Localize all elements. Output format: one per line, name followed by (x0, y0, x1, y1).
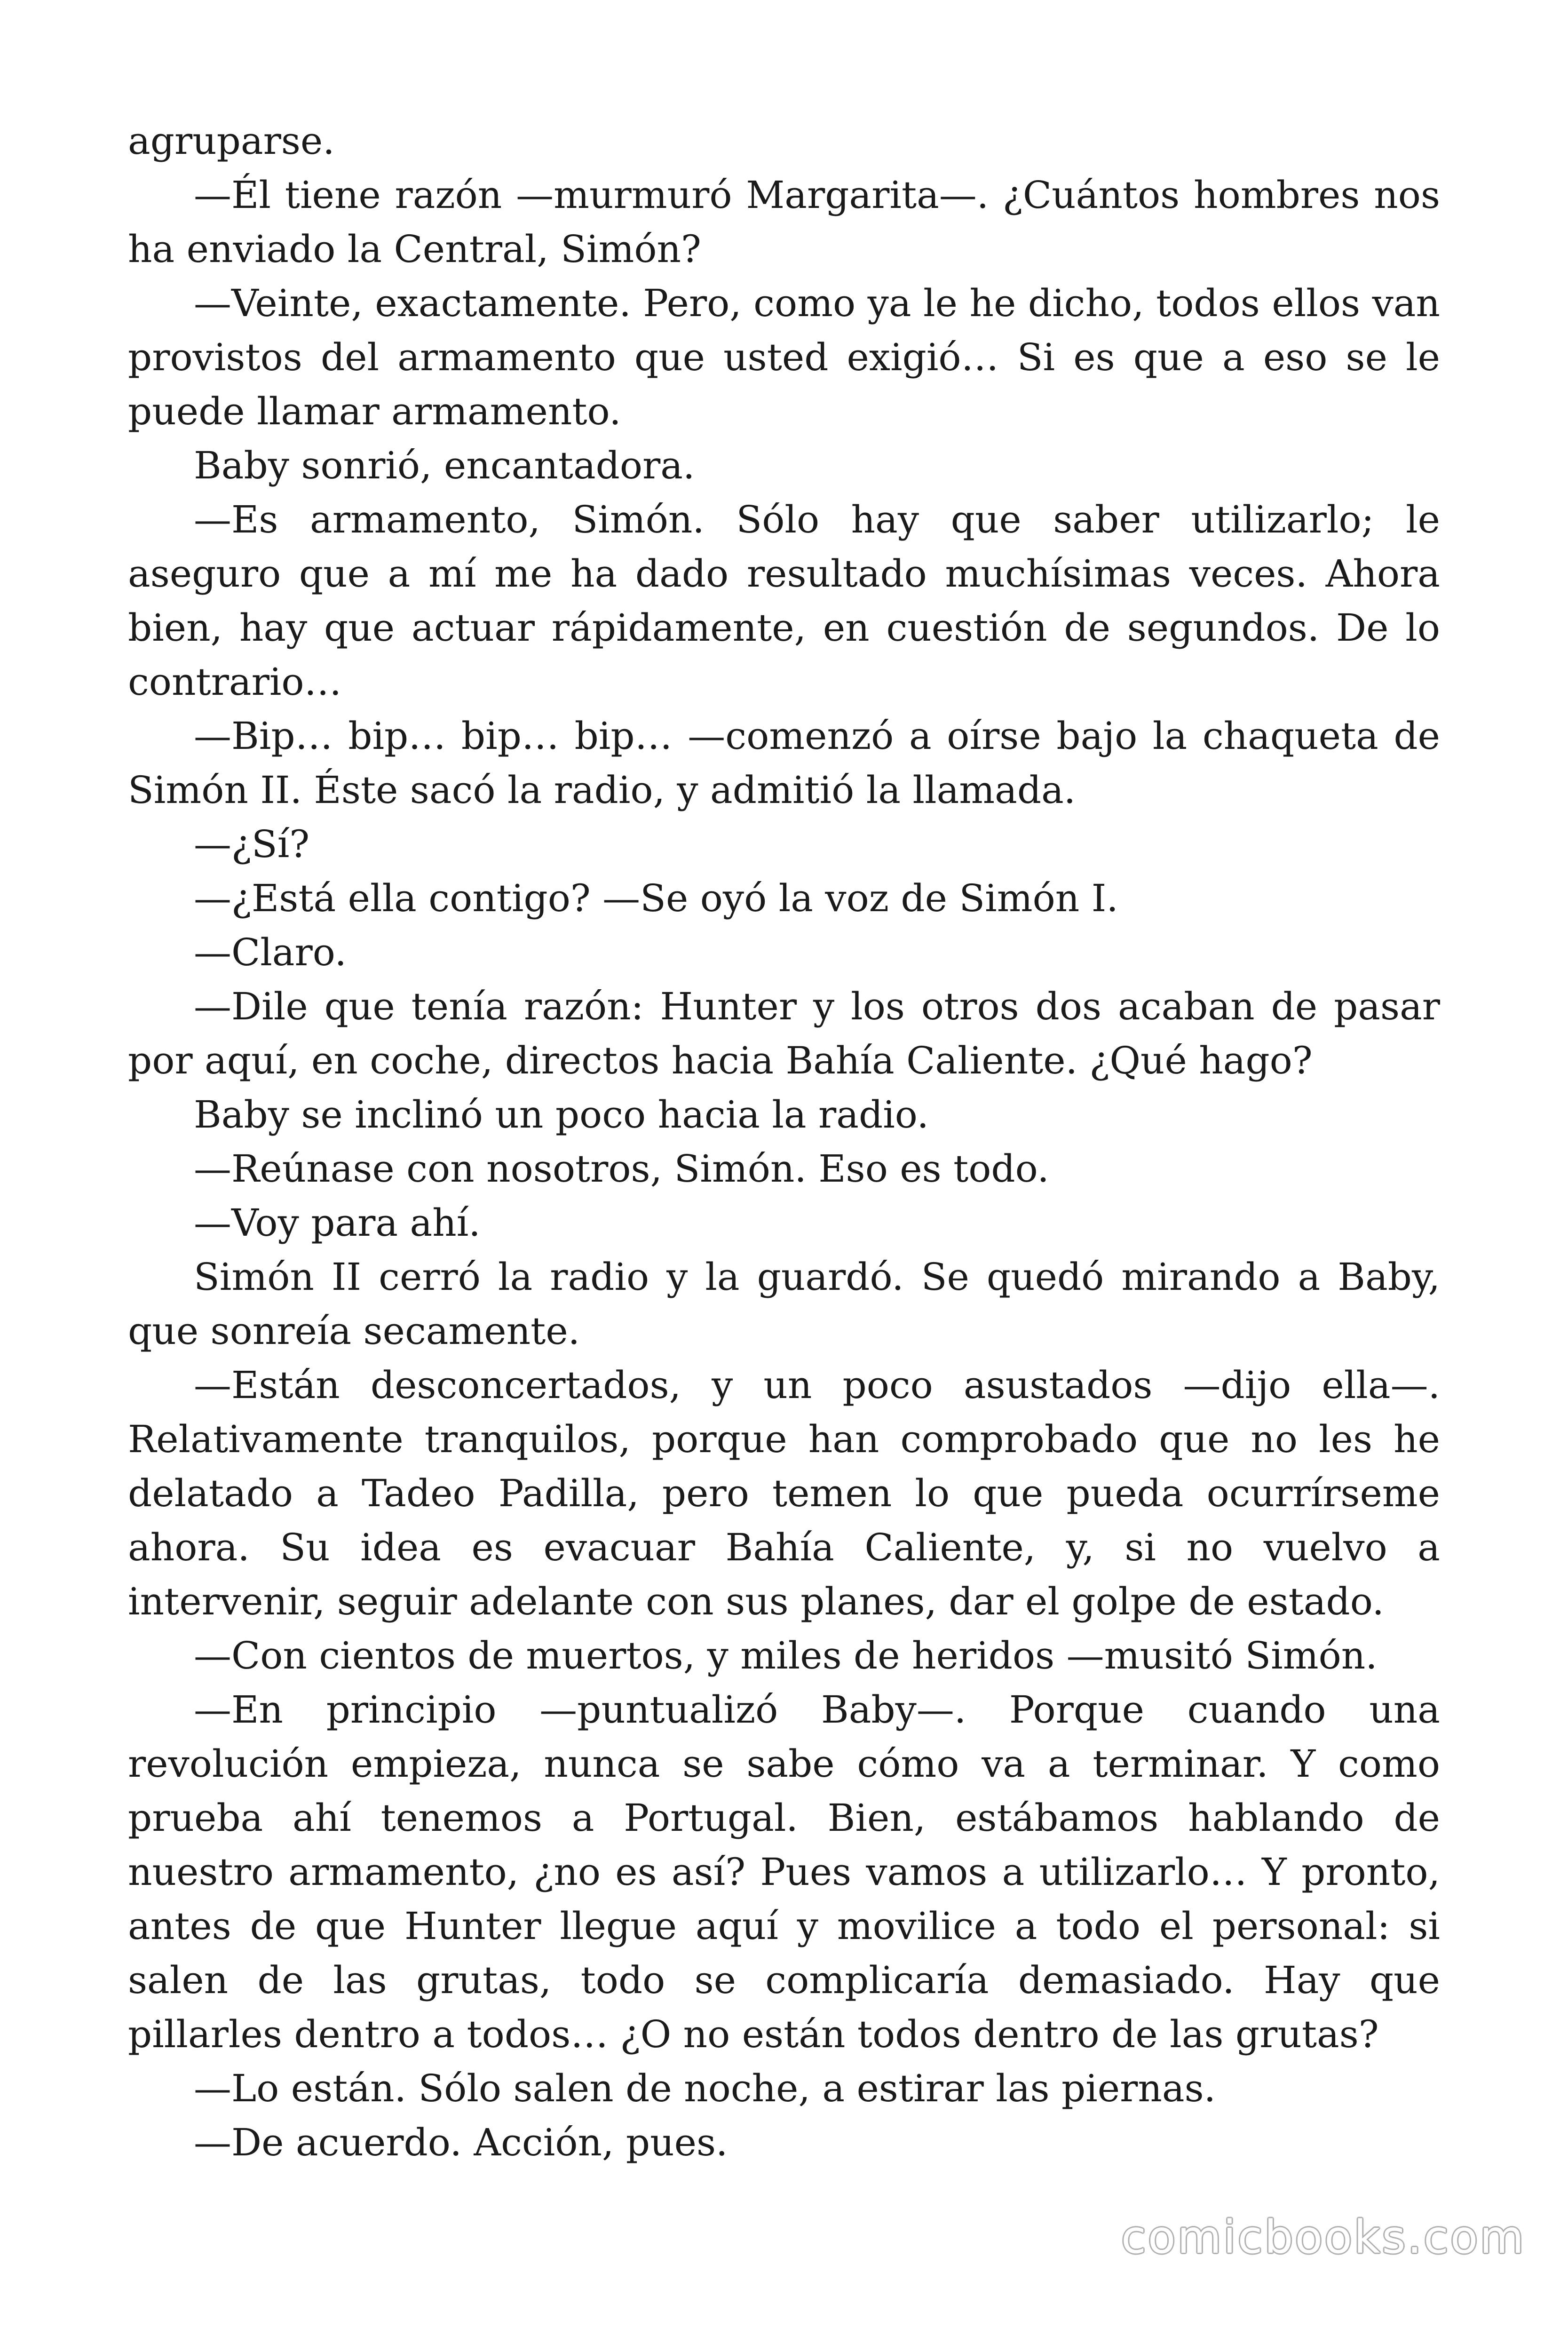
paragraph-13: —Voy para ahí. (194, 1201, 481, 1245)
paragraph-1: agruparse. (128, 119, 335, 163)
paragraph-10: —Dile que tenía razón: Hunter y los otros dos acaban de pasar por aquí, en coche, directos hacia Bahía Caliente. ¿Qué hago? (128, 985, 1440, 1082)
page-body (128, 114, 1440, 2169)
paragraph-11: Baby se inclinó un poco hacia la radio. (194, 1093, 929, 1136)
paragraph-7: —¿Sí? (194, 822, 310, 866)
paragraph-18: —Lo están. Sólo salen de noche, a estirar las piernas. (194, 2066, 1216, 2110)
watermark: comicbooks.com (1121, 2211, 1526, 2264)
paragraph-17: —En principio —puntualizó Baby—. Porque cuando una revolución empieza, nunca se sabe cómo va a terminar. Y como prueba ahí tenemos a Portugal. Bien, estábamos hablando de nuestro armamento, ¿no es así? Pues vamos a utilizarlo… Y pronto, antes de que Hunter llegue aquí y movilice a todo el personal: si salen de las grutas, todo se complicaría demasiado. Hay que pillarles dentro a todos… ¿O no están todos dentro de las grutas? (128, 1688, 1440, 2056)
paragraph-19: —De acuerdo. Acción, pues. (194, 2121, 728, 2164)
paragraph-5: —Es armamento, Simón. Sólo hay que saber utilizarlo; le aseguro que a mí me ha dado resultado muchísimas veces. Ahora bien, hay que actuar rápidamente, en cuestión de segundos. De lo contrario… (128, 498, 1440, 704)
paragraph-2: —Él tiene razón —murmuró Margarita—. ¿Cuántos hombres nos ha enviado la Central, Simón? (128, 173, 1440, 271)
paragraph-3: —Veinte, exactamente. Pero, como ya le he dicho, todos ellos van provistos del armamento que usted exigió… Si es que a eso se le puede llamar armamento. (128, 281, 1440, 433)
paragraph-15: —Están desconcertados, y un poco asustados —dijo ella—. Relativamente tranquilos, porque han comprobado que no les he delatado a Tadeo Padilla, pero temen lo que pueda ocurrírseme ahora. Su idea es evacuar Bahía Caliente, y, si no vuelvo a intervenir, seguir adelante con sus planes, dar el golpe de estado. (128, 1363, 1440, 1623)
paragraph-4: Baby sonrió, encantadora. (194, 444, 695, 487)
paragraph-12: —Reúnase con nosotros, Simón. Eso es todo. (194, 1147, 1049, 1191)
paragraph-16: —Con cientos de muertos, y miles de heridos —musitó Simón. (194, 1634, 1378, 1677)
paragraph-9: —Claro. (194, 930, 347, 974)
paragraph-14: Simón II cerró la radio y la guardó. Se quedó mirando a Baby, que sonreía secamente. (128, 1255, 1440, 1353)
paragraph-8: —¿Está ella contigo? —Se oyó la voz de Simón I. (194, 876, 1118, 920)
paragraph-6: —Bip… bip… bip… bip… —comenzó a oírse bajo la chaqueta de Simón II. Éste sacó la radio, y admitió la llamada. (128, 714, 1440, 812)
